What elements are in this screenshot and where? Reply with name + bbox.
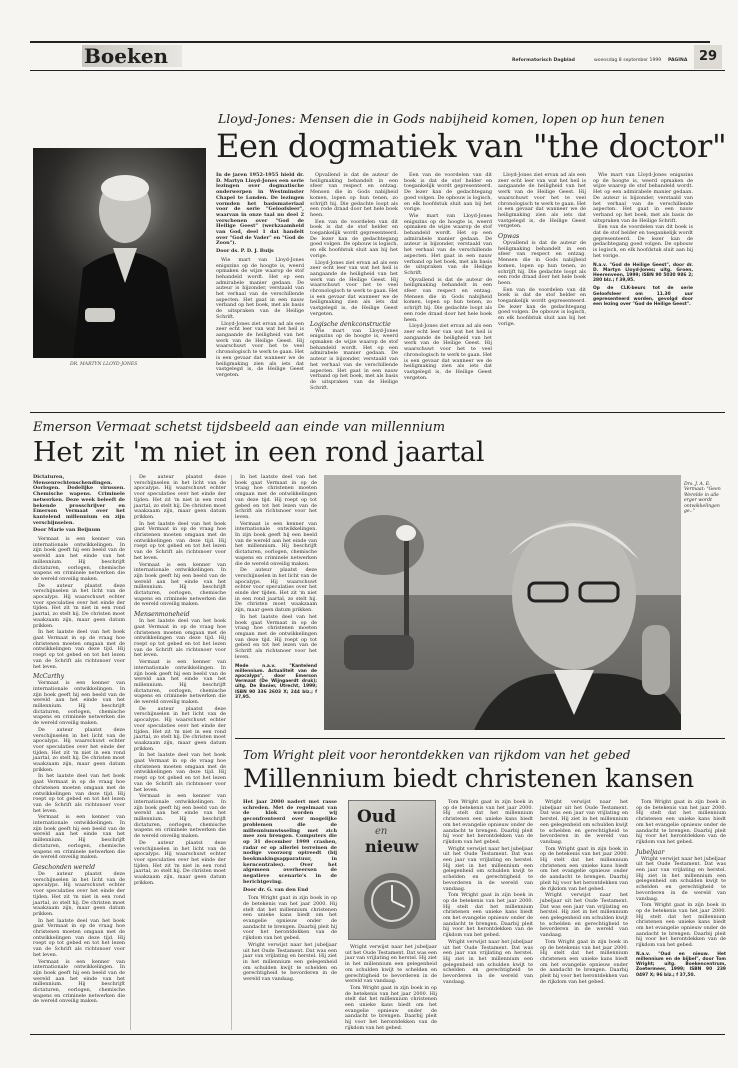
article3-text: Tom Wright gaat in zijn boek in op de betekenis van het jaar 2000. Hij stelt dat het millennium christenen een unieke kans biedt om het evangelie opnieuw onder de aandacht te brengen. Daarbij pleit hij voor het herontdekken van de rijkdom van het gebed. — [540, 845, 628, 892]
footer-rule — [30, 1034, 725, 1035]
paper-name: Reformatorisch Dagblad — [512, 58, 575, 63]
book-cover-title: nieuw — [365, 837, 419, 856]
article1-column-5 — [593, 173, 693, 378]
section-title: Boeken — [84, 44, 169, 68]
article2-text: Vermaat is een kenner van internationale ontwikkelingen. In zijn boek geeft hij een beeld van de wereld aan het einde van het millennium. Hij beschrijft dictaturen, oorlogen, chemische wapens en criminele netwerken die de wereld onveilig maken. — [33, 680, 125, 727]
article1-kicker: Lloyd-Jones: Mensen die in Gods nabijheid komen, lopen op hun tenen — [218, 111, 665, 126]
lloyd-jones-portrait — [33, 148, 206, 358]
article1-text: Opvallend is dat de auteur de heiligmaking behandelt in een sfeer van respect en ontzag. Mensen die in Gods nabijheid komen, lopen op hun tenen, zo schrijft hij. Die gedachte loopt als een rode draad door het hele boek heen. — [404, 276, 492, 323]
article1-event-info: Op de CLK-beurs tot de serie Geloofsleer om 11.30 uur gepresenteerd worden, gevolgd door een lezing over "God de Heilige Geest". — [593, 286, 693, 307]
article1-text: Wie mart van Lloyd-Jones enigszins op de hoogte is, weerd opmaken de wijze waarop de stof behandeld wordt. Het op een admirabele manier gedaan. De auteur is bijzonder, verstaald van het verhaal van de verschillende aspecten. Het gaat in een nauw verband op het boek, met als basis de uitspraken van de Heilige Schrift. — [404, 212, 492, 276]
article3-text: Wright verwijst naar het jubeljaar uit het Oude Testament. Dat was een jaar van vrijlating en herstel. Hij ziet in het millennium een gelegenheid om schulden kwijt te schelden en gerechtigheid te bevorderen in de wereld van vandaag. — [636, 855, 726, 902]
vermaat-portrait — [324, 475, 681, 730]
article2-photo-caption — [684, 482, 726, 542]
book-cover-title: en — [375, 826, 388, 837]
article3-text: Wright verwijst naar het jubeljaar uit het Oude Testament. Dat was een jaar van vrijlating en herstel. Hij ziet in het millennium een gelegenheid om schulden kwijt te schelden en gerechtigheid te bevorderen in de wereld van vandaag. — [540, 799, 628, 845]
article2-text: De auteur plaatst deze verschijnselen in het licht van de apocalyps. Hij waarschuwt echter voor speculaties over het einde der tijden. Het zit 'm niet in een rond jaartal, zo stelt hij. De christen moet waakzaam zijn, maar geen datum prikken. — [134, 705, 226, 752]
masthead-bottom-rule — [30, 70, 725, 71]
article1-text: Wie mart van Lloyd-Jones enigszins op de hoogte is, weerd opmaken de wijze waarop de stof behandeld wordt. Het op een admirabele manier gedaan. De auteur is bijzonder, verstaald van het verhaal van de verschillende aspecten. Het gaat in een nauw verband op het boek, met als basis de uitspraken van de Heilige Schrift. — [593, 172, 693, 224]
book-cover-title: Oud — [357, 807, 397, 827]
separator-rule — [30, 412, 725, 413]
article2-text: In het laatste deel van het boek gaat Vermaat in op de vraag hoe christenen moeten omgaan met de ontwikkelingen van deze tijd. Hij roept op tot gebed en tot het lezen van de Schrift als richtsnoer voor het leven. — [134, 752, 226, 793]
article3-text: Tom Wright gaat in zijn boek in op de betekenis van het jaar 2000. Hij stelt dat het millennium christenen een unieke kans biedt om het evangelie opnieuw onder de aandacht te brengen. Daarbij pleit hij voor het herontdekken van de rijkdom van het gebed. — [636, 902, 726, 949]
article2-column-1 — [33, 475, 125, 1030]
page-label: PAGINA — [668, 58, 688, 63]
article3-byline: Door dr. G. van den End — [243, 886, 309, 893]
article2-column-3 — [235, 475, 317, 725]
article1-text: Opvallend is dat de auteur de heiligmaking behandelt in een sfeer van respect en ontzag. Mensen die in Gods nabijheid komen, lopen op hun tenen, zo schrijft hij. Die gedachte loopt als een rode draad door het hele boek heen. — [310, 172, 398, 218]
article1-column-2 — [310, 172, 398, 391]
article2-subhead: Geschonden wereld — [33, 864, 96, 871]
article2-text: Vermaat is een kenner van internationale ontwikkelingen. In zijn boek geeft hij een beeld van de wereld aan het einde van het millennium. Hij beschrijft dictaturen, oorlogen, chemische wapens en criminele netwerken die de wereld onveilig maken. — [33, 536, 125, 582]
article1-text: Lloyd-Jones ziet ervan ad als een zeer echt leer van wat het heil is aangaande de heiligheid van het werk van de Heilige Geest. Hij waarschuwt voor het te veel chronologisch te werk te gaan. Het is een gevaar dat wanneer we de heiligmaking zien als iets dat vastgelegd is, de Heilige Geest vergeten. — [216, 320, 304, 378]
article1-text: Lloyd-Jones ziet ervan ad als een zeer echt leer van wat het heil is aangaande de heiligheid van het werk van de Heilige Geest. Hij waarschuwt voor het te veel chronologisch te werk te gaan. Het is een gevaar dat wanneer we de heiligmaking zien als iets dat vastgelegd is, de Heilige Geest vergeten. — [404, 323, 492, 381]
article3-text: Tom Wright gaat in zijn boek in op de betekenis van het jaar 2000. Hij stelt dat het millennium christenen een unieke kans biedt om het evangelie opnieuw onder de aandacht te brengen. Daarbij pleit hij voor het herontdekken van de rijkdom van het gebed. — [345, 984, 437, 1031]
photo-caption-text: Drs. J. A. E. Vermaat: "Geen Werelde in alle erger wordt ontwikkelingen ge.." — [684, 482, 721, 515]
article2-text: In het laatste deel van het boek gaat Vermaat in op de vraag hoe christenen moeten omgaan met de ontwikkelingen van deze tijd. Hij roept op tot gebed en tot het lezen van de Schrift als richtsnoer voor het leven. — [235, 613, 317, 660]
article1-text: Een van de voordelen van dit boek is dat de stof helder en toegankelijk wordt gepresenteerd. De lezer kan de gedachtegang goed volgen. De opbouw is logisch, en elk hoofdstuk sluit aan bij het vorige. — [593, 224, 693, 259]
article2-kicker: Emerson Vermaat schetst tijdsbeeld aan einde van millennium — [33, 420, 446, 435]
article3-kicker: Tom Wright pleit voor herontdekken van rijkdom van het gebed — [243, 748, 631, 762]
article3-lead: Het jaar 2000 nadert met rasse schreden. Met de regelmaat van de klok worden wij geconfronteerd over mogelijke problemen die de millenniumwisseling met zich mee zou brengen. Computers die op 31 december 1999 crashen, radar er op allerlei terreinen de nodige voorzorg optreedt (bij bookmakingsapparatuur, in kerncentrales). Over het algemeen overheersen de negatieve scenario's in de berichtgeving. — [243, 799, 337, 885]
article3-text: Wright verwijst naar het jubeljaar uit het Oude Testament. Dat was een jaar van vrijlating en herstel. Hij ziet in het millennium een gelegenheid om schulden kwijt te schelden en gerechtigheid te bevorderen in de wereld van vandaag. — [443, 845, 533, 892]
article3-column-3 — [443, 800, 533, 1030]
article2-text: De auteur plaatst deze verschijnselen in het licht van de apocalyps. Hij waarschuwt echter voor speculaties over het einde der tijden. Het zit 'm niet in een rond jaartal, zo stelt hij. De christen moet waakzaam zijn, maar geen datum prikken. — [33, 871, 125, 917]
portrait-caption: DR. MARTYN LLOYD-JONES — [70, 362, 138, 367]
article2-text: In het laatste deel van het boek gaat Vermaat in op de vraag hoe christenen moeten omgaan met de ontwikkelingen van deze tijd. Hij roept op tot gebed en tot het lezen van de Schrift als richtsnoer voor het leven. — [134, 520, 226, 561]
article2-text: De auteur plaatst deze verschijnselen in het licht van de apocalyps. Hij waarschuwt echter voor speculaties over het einde der tijden. Het zit 'm niet in een rond jaartal, zo stelt hij. De christen moet waakzaam zijn, maar geen datum prikken. — [33, 582, 125, 629]
article3-text: Wright verwijst naar het jubeljaar uit het Oude Testament. Dat was een jaar van vrijlating en herstel. Hij ziet in het millennium een gelegenheid om schulden kwijt te schelden en gerechtigheid te bevorderen in de wereld van vandaag. — [345, 944, 437, 985]
article2-column-2 — [134, 475, 226, 1030]
article1-text: Lloyd-Jones ziet ervan ad als een zeer echt leer van wat het heil is aangaande de heiligheid van het werk van de Heilige Geest. Hij waarschuwt voor het te veel chronologisch te werk te gaan. Het is een gevaar dat wanneer we de heiligmaking zien als iets dat vastgelegd is, de Heilige Geest vergeten. — [498, 172, 586, 230]
article3-column-2 — [345, 945, 437, 1030]
portrait-figure-icon — [33, 148, 206, 358]
book-cover-clock-icon — [355, 863, 429, 933]
article2-text: Vermaat is een kenner van internationale ontwikkelingen. In zijn boek geeft hij een beeld van de wereld aan het einde van het millennium. Hij beschrijft dictaturen, oorlogen, chemische wapens en criminele netwerken die de wereld onveilig maken. — [134, 659, 226, 706]
article3-text: Tom Wright gaat in zijn boek in op de betekenis van het jaar 2000. Hij stelt dat het millennium christenen een unieke kans biedt om het evangelie opnieuw onder de aandacht te brengen. Daarbij pleit hij voor het herontdekken van de rijkdom van het gebed. — [243, 895, 337, 942]
article1-text: Een van de voordelen van dit boek is dat de stof helder en toegankelijk wordt gepresenteerd. De lezer kan de gedachtegang goed volgen. De opbouw is logisch, en elk hoofdstuk sluit aan bij het vorige. — [404, 172, 492, 213]
masthead-top-rule — [30, 41, 710, 43]
gutter-rule — [130, 475, 131, 1030]
article2-text: In het laatste deel van het boek gaat Vermaat in op de vraag hoe christenen moeten omgaan met de ontwikkelingen van deze tijd. Hij roept op tot gebed en tot het lezen van de Schrift als richtsnoer voor het leven. — [33, 917, 125, 958]
article3-column-1 — [243, 800, 337, 1030]
article2-lead: Dictaturen, Mensenrechtenschendingen. Oorlogen. Dodelijke virussen. Chemische wapens. Criminele netwerken. Deze week beleeft de bekende prosschrijver en Emerson Vermaat over het kantelend millennium en zijn verschijnselen. — [33, 474, 125, 526]
article1-column-3 — [404, 172, 492, 381]
article1-headline: Een dogmatiek van "the doctor" — [216, 127, 727, 165]
article1-text: Wie mart van Lloyd-Jones enigszins op de hoogte is, weerd opmaken de wijze waarop de stof behandeld wordt. Het op een admirabele manier gedaan. De auteur is bijzonder, verstaald van het verhaal van de verschillende aspecten. Het gaat in een nauw verband op het boek, met als basis de uitspraken van de Heilige Schrift. — [216, 256, 304, 320]
article3-subhead: Jubeljaar — [636, 848, 665, 856]
article1-text: Wie mart van Lloyd-Jones enigszins op de hoogte is, weerd opmaken de wijze waarop de stof behandeld wordt. Het op een admirabele manier gedaan. De auteur is bijzonder, verstaald van het verhaal van de verschillende aspecten. Het gaat in een nauw verband op het boek, met als basis de uitspraken van de Heilige Schrift. — [310, 327, 398, 391]
article1-text: Opvallend is dat de auteur de heiligmaking behandelt in een sfeer van respect en ontzag. Mensen die in Gods nabijheid komen, lopen op hun tenen, zo schrijft hij. Die gedachte loopt als een rode draad door het hele boek heen. — [498, 240, 586, 286]
article3-text: Wright verwijst naar het jubeljaar uit het Oude Testament. Dat was een jaar van vrijlating en herstel. Hij ziet in het millennium een gelegenheid om schulden kwijt te schelden en gerechtigheid te bevorderen in de wereld van vandaag. — [243, 941, 337, 983]
article3-text: Tom Wright gaat in zijn boek in op de betekenis van het jaar 2000. Hij stelt dat het millennium christenen een unieke kans biedt om het evangelie opnieuw onder de aandacht te brengen. Daarbij pleit hij voor het herontdekken van de rijkdom van het gebed. — [636, 799, 726, 845]
article3-headline: Millennium biedt christenen kansen — [243, 764, 694, 793]
article2-byline: Door Marie van Beijnum — [33, 527, 101, 534]
article2-text: Vermaat is een kenner van internationale ontwikkelingen. In zijn boek geeft hij een beeld van de wereld aan het einde van het millennium. Hij beschrijft dictaturen, oorlogen, chemische wapens en criminele netwerken die de wereld onveilig maken. — [134, 561, 226, 608]
article2-text: De auteur plaatst deze verschijnselen in het licht van de apocalyps. Hij waarschuwt echter voor speculaties over het einde der tijden. Het zit 'm niet in een rond jaartal, zo stelt hij. De christen moet waakzaam zijn, maar geen datum prikken. — [33, 726, 125, 773]
article2-text: In het laatste deel van het boek gaat Vermaat in op de vraag hoe christenen moeten omgaan met de ontwikkelingen van deze tijd. Hij roept op tot gebed en tot het lezen van de Schrift als richtsnoer voor het leven. — [33, 773, 125, 814]
article2-text: In het laatste deel van het boek gaat Vermaat in op de vraag hoe christenen moeten omgaan met de ontwikkelingen van deze tijd. Hij roept op tot gebed en tot het lezen van de Schrift als richtsnoer voor het leven. — [235, 474, 317, 520]
article2-subhead: Mensenmoneheid — [134, 611, 190, 619]
article2-subhead: McCarthy — [33, 673, 65, 681]
article1-text: Een van de voordelen van dit boek is dat de stof helder en toegankelijk wordt gepresenteerd. De lezer kan de gedachtegang goed volgen. De opbouw is logisch, en elk hoofdstuk sluit aan bij het vorige. — [498, 286, 586, 327]
article3-text: Wright verwijst naar het jubeljaar uit het Oude Testament. Dat was een jaar van vrijlating en herstel. Hij ziet in het millennium een gelegenheid om schulden kwijt te schelden en gerechtigheid te bevorderen in de wereld van vandaag. — [443, 938, 533, 985]
article3-column-5 — [636, 800, 726, 1030]
article1-subhead: Logische denkconstructie — [310, 320, 391, 328]
article3-text: Wright verwijst naar het jubeljaar uit het Oude Testament. Dat was een jaar van vrijlating en herstel. Hij ziet in het millennium een gelegenheid om schulden kwijt te schelden en gerechtigheid te bevorderen in de wereld van vandaag. — [540, 892, 628, 939]
article3-book-info: N.a.v. "Oud en nieuw. Het millennium en de bijbel", door Tom Wright; uitg. Boekencentrum, Zoetermeer, 1999; ISBN 90 239 0497 X; 96 blz.; f 37,50. — [636, 951, 726, 978]
article1-subhead: Opwas — [498, 233, 520, 241]
article3-text: Tom Wright gaat in zijn boek in op de betekenis van het jaar 2000. Hij stelt dat het millennium christenen een unieke kans biedt om het evangelie opnieuw onder de aandacht te brengen. Daarbij pleit hij voor het herontdekken van de rijkdom van het gebed. — [443, 892, 533, 939]
article1-book-info: N.a.v. "God de Heilige Geest", door dr. D. Martyn Lloyd-Jones; uitg. Groen, Heerenveen, 1999; ISBN 90 5030 986 2; 280 blz.; f 39,95. — [593, 262, 693, 284]
article1-text: Lloyd-Jones ziet ervan ad als een zeer echt leer van wat het heil is aangaande de heiligheid van het werk van de Heilige Geest. Hij waarschuwt voor het te veel chronologisch te werk te gaan. Het is een gevaar dat wanneer we de heiligmaking zien als iets dat vastgelegd is, de Heilige Geest vergeten. — [310, 259, 398, 317]
article2-text: In het laatste deel van het boek gaat Vermaat in op de vraag hoe christenen moeten omgaan met de ontwikkelingen van deze tijd. Hij roept op tot gebed en tot het lezen van de Schrift als richtsnoer voor het leven. — [134, 618, 226, 659]
article2-book-info: Mede n.a.v. "Kantelend millennium. Actualiteit van de apocalyps", door Emerson Vermaat (De Wijngaerdt druk); uitg. De Banier, Utrecht, 1999; ISBN 90 336 2603 X; 244 blz.; f 37,95. — [235, 663, 317, 700]
gutter-rule — [231, 475, 232, 1030]
article3-column-4 — [540, 800, 628, 1030]
article1-byline: Door ds. P. D. J. Buijs — [216, 248, 274, 255]
article3-text: Tom Wright gaat in zijn boek in op de betekenis van het jaar 2000. Hij stelt dat het millennium christenen een unieke kans biedt om het evangelie opnieuw onder de aandacht te brengen. Daarbij pleit hij voor het herontdekken van de rijkdom van het gebed. — [443, 799, 533, 845]
article2-text: Vermaat is een kenner van internationale ontwikkelingen. In zijn boek geeft hij een beeld van de wereld aan het einde van het millennium. Hij beschrijft dictaturen, oorlogen, chemische wapens en criminele netwerken die de wereld onveilig maken. — [134, 793, 226, 840]
article2-text: In het laatste deel van het boek gaat Vermaat in op de vraag hoe christenen moeten omgaan met de ontwikkelingen van deze tijd. Hij roept op tot gebed en tot het lezen van de Schrift als richtsnoer voor het leven. — [33, 629, 125, 670]
article1-text: Een van de voordelen van dit boek is dat de stof helder en toegankelijk wordt gepresenteerd. De lezer kan de gedachtegang goed volgen. De opbouw is logisch, en elk hoofdstuk sluit aan bij het vorige. — [310, 218, 398, 259]
issue-date: woensdag 8 september 1999 — [594, 58, 662, 63]
article1-column-4 — [498, 173, 586, 378]
article2-text: Vermaat is een kenner van internationale ontwikkelingen. In zijn boek geeft hij een beeld van de wereld aan het einde van het millennium. Hij beschrijft dictaturen, oorlogen, chemische wapens en criminele netwerken die de wereld onveilig maken. — [33, 814, 125, 861]
book-cover — [348, 800, 436, 940]
page-number: 29 — [699, 49, 718, 64]
article1-lead: In de jaren 1952-1955 hield dr. D. Martyn Lloyd-Jones een serie lezingen over dogmatische onderwerpen in Westminster Chapel te Londen. De lezingen vormden het basismateriaal voor de serie "Geloofsleer", waarvan in onze taal nu deel 2 verschenen over "God de Heilige Geest" (werkzaamheid van God, deel 1 dat handelt over "God de Vader" en "God de Zoon"). — [216, 172, 304, 247]
article3-text: Tom Wright gaat in zijn boek in op de betekenis van het jaar 2000. Hij stelt dat het millennium christenen een unieke kans biedt om het evangelie opnieuw onder de aandacht te brengen. Daarbij pleit hij voor het herontdekken van de rijkdom van het gebed. — [540, 938, 628, 985]
article2-text: De auteur plaatst deze verschijnselen in het licht van de apocalyps. Hij waarschuwt echter voor speculaties over het einde der tijden. Het zit 'm niet in een rond jaartal, zo stelt hij. De christen moet waakzaam zijn, maar geen datum prikken. — [235, 567, 317, 614]
portrait-scene-icon — [324, 475, 681, 730]
article1-column-1 — [216, 173, 304, 378]
article2-text: Vermaat is een kenner van internationale ontwikkelingen. In zijn boek geeft hij een beeld van de wereld aan het einde van het millennium. Hij beschrijft dictaturen, oorlogen, chemische wapens en criminele netwerken die de wereld onveilig maken. — [235, 520, 317, 567]
article2-text: De auteur plaatst deze verschijnselen in het licht van de apocalyps. Hij waarschuwt echter voor speculaties over het einde der tijden. Het zit 'm niet in een rond jaartal, zo stelt hij. De christen moet waakzaam zijn, maar geen datum prikken. — [134, 474, 226, 520]
article2-text: Vermaat is een kenner van internationale ontwikkelingen. In zijn boek geeft hij een beeld van de wereld aan het einde van het millennium. Hij beschrijft dictaturen, oorlogen, chemische wapens en criminele netwerken die de wereld onveilig maken. — [33, 958, 125, 1005]
article2-headline: Het zit 'm niet in een rond jaartal — [33, 437, 485, 468]
article2-text: De auteur plaatst deze verschijnselen in het licht van de apocalyps. Hij waarschuwt echter voor speculaties over het einde der tijden. Het zit 'm niet in een rond jaartal, zo stelt hij. De christen moet waakzaam zijn, maar geen datum prikken. — [134, 839, 226, 886]
article3-top-rule — [235, 738, 725, 739]
